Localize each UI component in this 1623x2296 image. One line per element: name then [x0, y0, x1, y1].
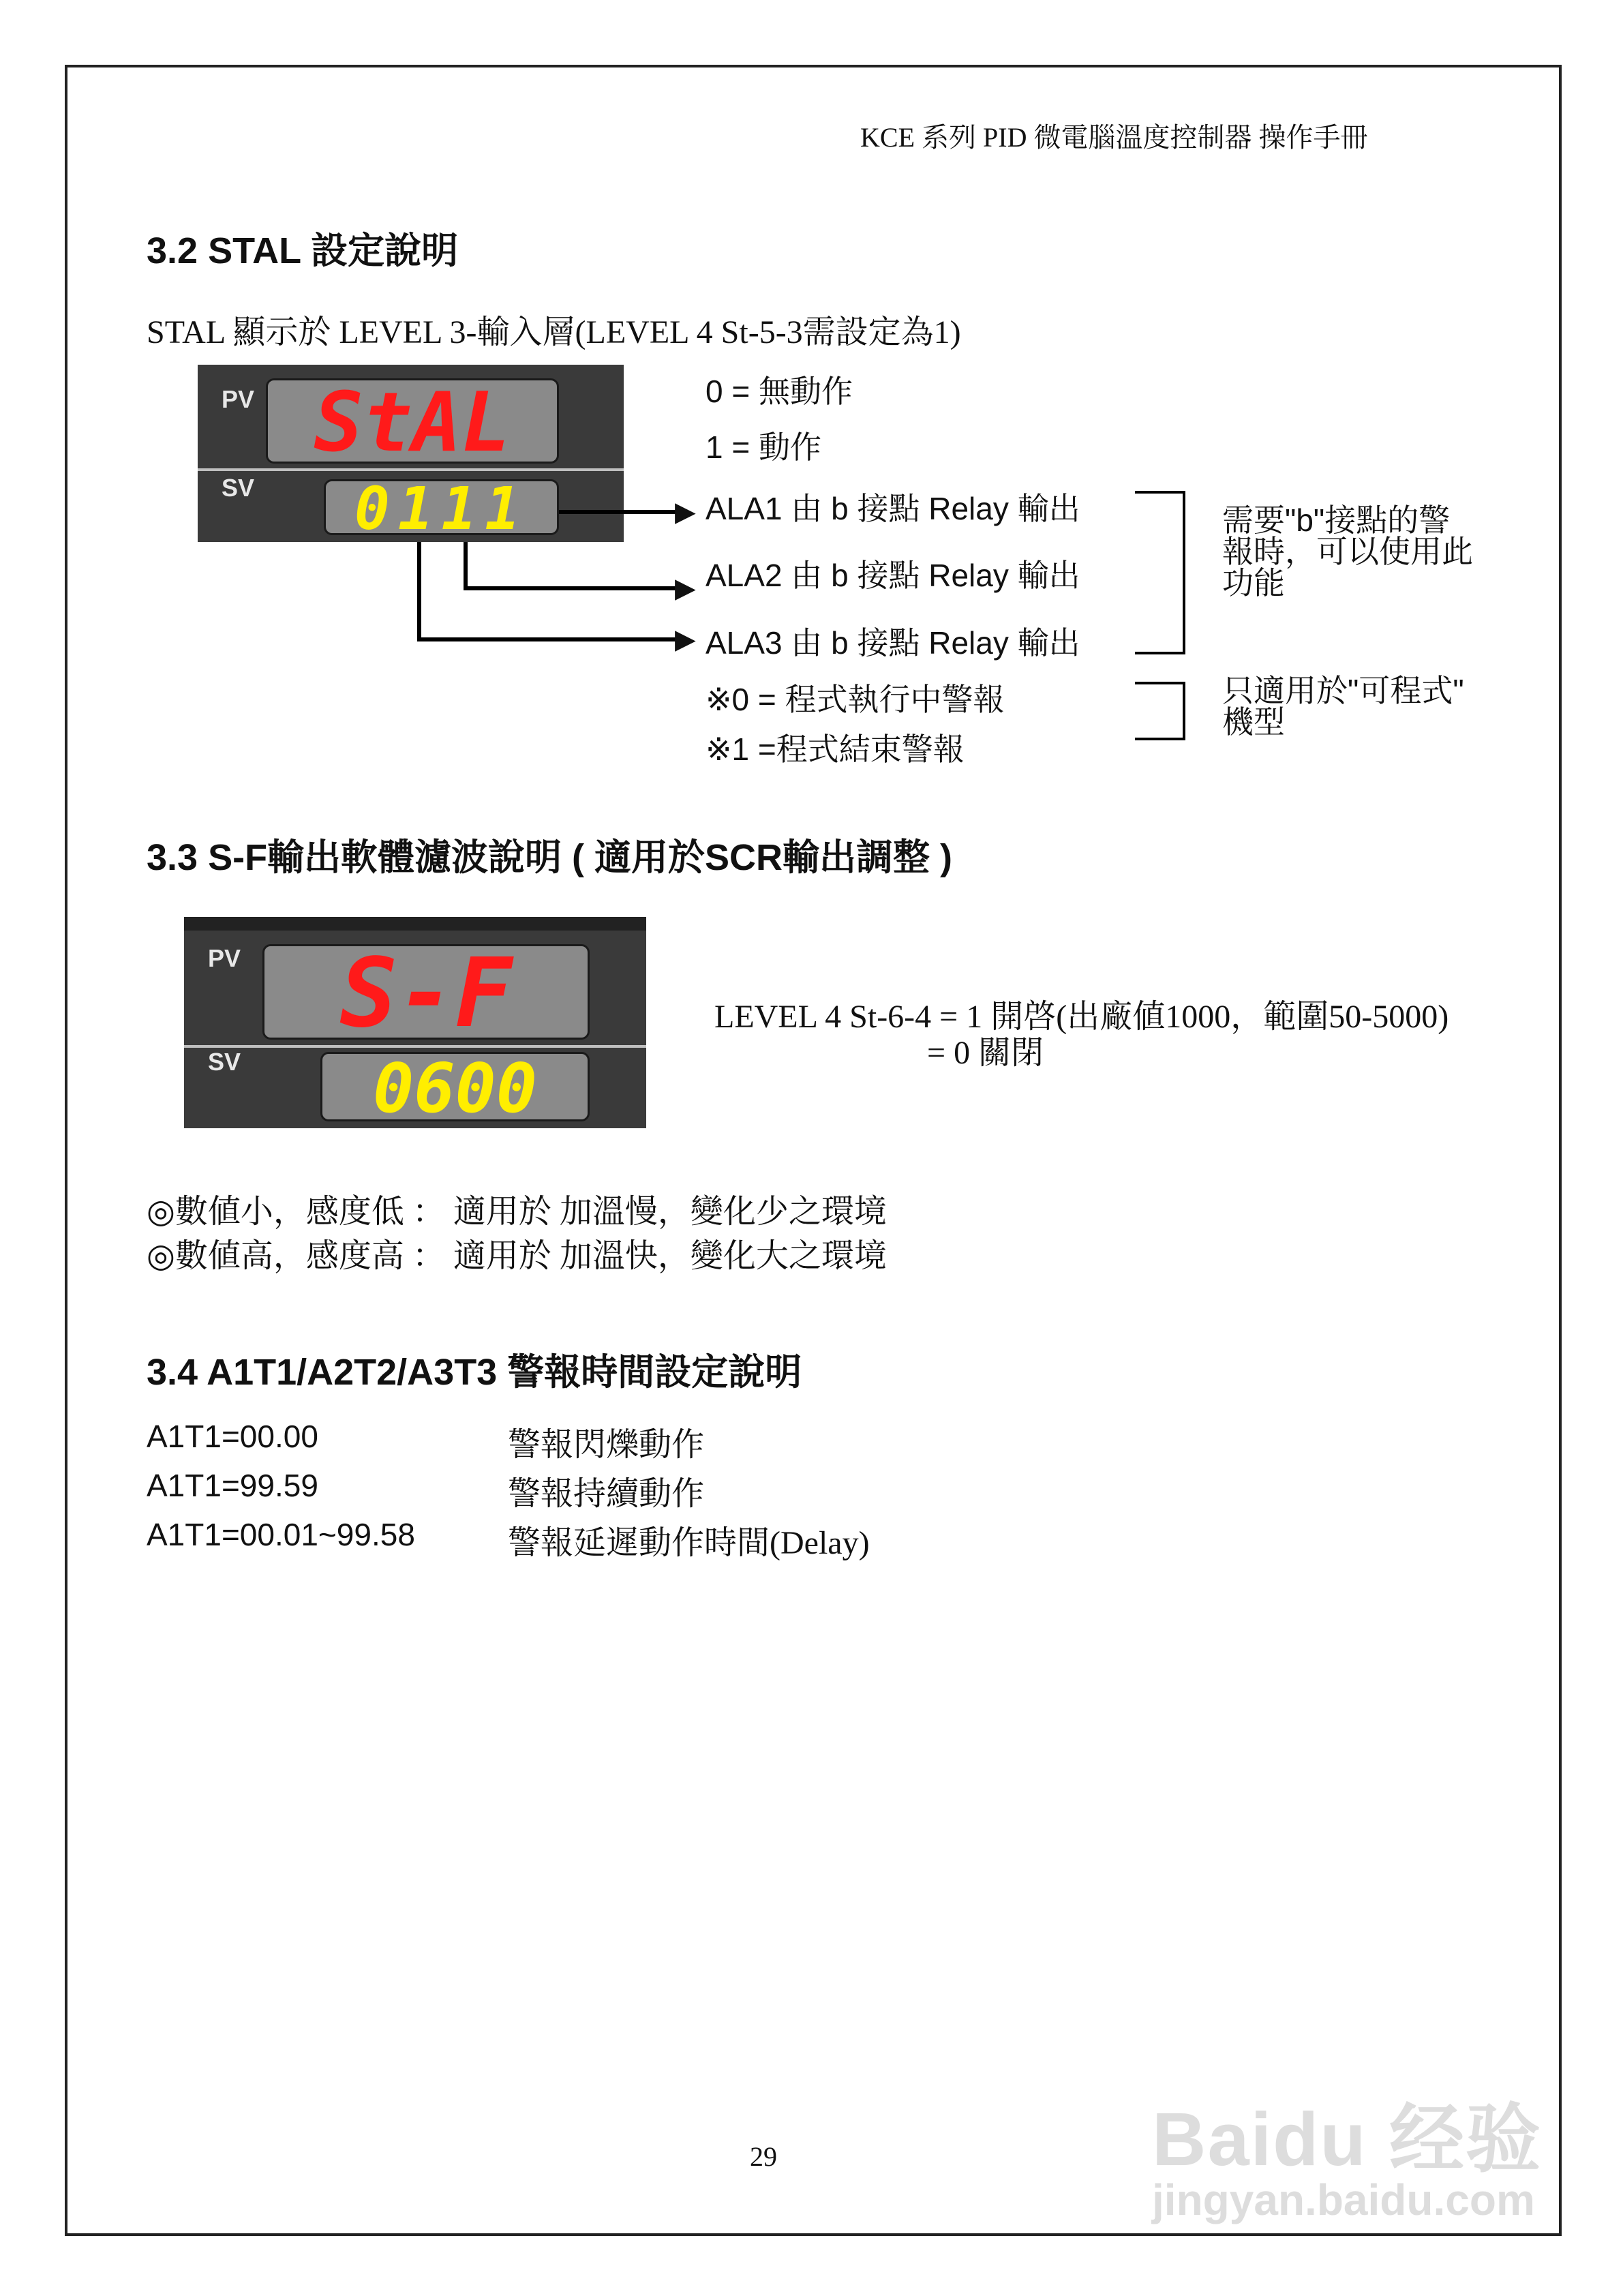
option-1: 1 = 動作	[706, 429, 822, 465]
note-programmable-line2: 機型	[1222, 704, 1285, 740]
arrow-head-ala2: ▶	[675, 573, 696, 603]
bracket-b-contact	[1135, 491, 1185, 654]
page-number: 29	[750, 2141, 777, 2172]
note-b-contact-line1: 需要"b"接點的警	[1222, 502, 1451, 538]
ala3-text: ALA3 由 b 接點 Relay 輸出	[706, 625, 1080, 661]
sv-label: SV	[222, 474, 255, 502]
wire-ala2-vertical	[464, 542, 468, 590]
sf-level-setting-on: LEVEL 4 St-6-4 = 1 開啓(出廠値1000，範圍50-5000)	[714, 999, 1449, 1035]
note-b-contact	[1222, 504, 1473, 599]
ala2-text: ALA2 由 b 接點 Relay 輸出	[706, 558, 1080, 593]
alarm-time-desc-3: 警報延遲動作時間(Delay)	[508, 1525, 870, 1561]
alarm-time-key-2: A1T1=99.59	[147, 1468, 318, 1503]
pv-display: S-F	[262, 944, 590, 1040]
sf-note-small-value: ◎數値小，感度低 ： 適用於 加溫慢，變化少之環境	[147, 1194, 887, 1230]
note-b-contact-line3: 功能	[1222, 565, 1285, 601]
section-3-3-heading: 3.3 S-F輸出軟體濾波說明 ( 適用於SCR輸出調整 )	[147, 837, 953, 878]
panel-top-strip	[184, 917, 646, 931]
section-3-4-heading: 3.4 A1T1/A2T2/A3T3 警報時間設定說明	[147, 1352, 802, 1393]
option-0: 0 = 無動作	[706, 374, 853, 409]
page-header: KCE 系列 PID 微電腦溫度控制器 操作手冊	[860, 122, 1368, 153]
wire-ala3	[417, 637, 680, 641]
sv-display: 0111	[324, 479, 559, 535]
alarm-time-desc-2: 警報持續動作	[508, 1476, 705, 1512]
sf-level-setting-off: = 0 關閉	[927, 1035, 1044, 1071]
ala1-text: ALA1 由 b 接點 Relay 輸出	[706, 491, 1080, 526]
wire-ala3-vertical	[417, 542, 421, 641]
wire-ala1	[559, 510, 680, 514]
panel-divider	[198, 468, 624, 471]
note-programmable-line1: 只適用於"可程式"	[1222, 673, 1464, 708]
bracket-programmable	[1135, 682, 1185, 740]
program-end-alarm: ※1 =程式結束警報	[706, 731, 965, 767]
watermark-url: jingyan.baidu.com	[1152, 2175, 1535, 2224]
sf-controller-panel	[184, 917, 646, 1128]
arrow-head-ala1: ▶	[675, 496, 696, 527]
panel-divider	[184, 1045, 646, 1048]
wire-ala2	[464, 586, 680, 590]
pv-display: StAL	[266, 378, 559, 464]
section-3-2-heading: 3.2 STAL 設定說明	[147, 230, 459, 271]
sv-label: SV	[208, 1048, 241, 1076]
program-running-alarm: ※0 = 程式執行中警報	[706, 682, 1005, 717]
stal-intro: STAL 顯示於 LEVEL 3-輸入層(LEVEL 4 St-5-3需設定為1)	[147, 314, 961, 350]
alarm-time-key-1: A1T1=00.00	[147, 1419, 318, 1454]
arrow-head-ala3: ▶	[675, 624, 696, 654]
pv-label: PV	[208, 944, 241, 972]
watermark-logo: Baidu 经验	[1152, 2098, 1543, 2181]
alarm-time-desc-1: 警報閃爍動作	[508, 1427, 705, 1463]
note-b-contact-line2: 報時，可以使用此	[1222, 534, 1473, 569]
note-programmable	[1222, 675, 1464, 738]
sv-display: 0600	[320, 1052, 590, 1121]
alarm-time-key-3: A1T1=00.01~99.58	[147, 1517, 415, 1552]
pv-label: PV	[222, 385, 255, 413]
sf-note-large-value: ◎數値高，感度高 ： 適用於 加溫快，變化大之環境	[147, 1238, 887, 1274]
stal-controller-panel	[198, 365, 624, 542]
